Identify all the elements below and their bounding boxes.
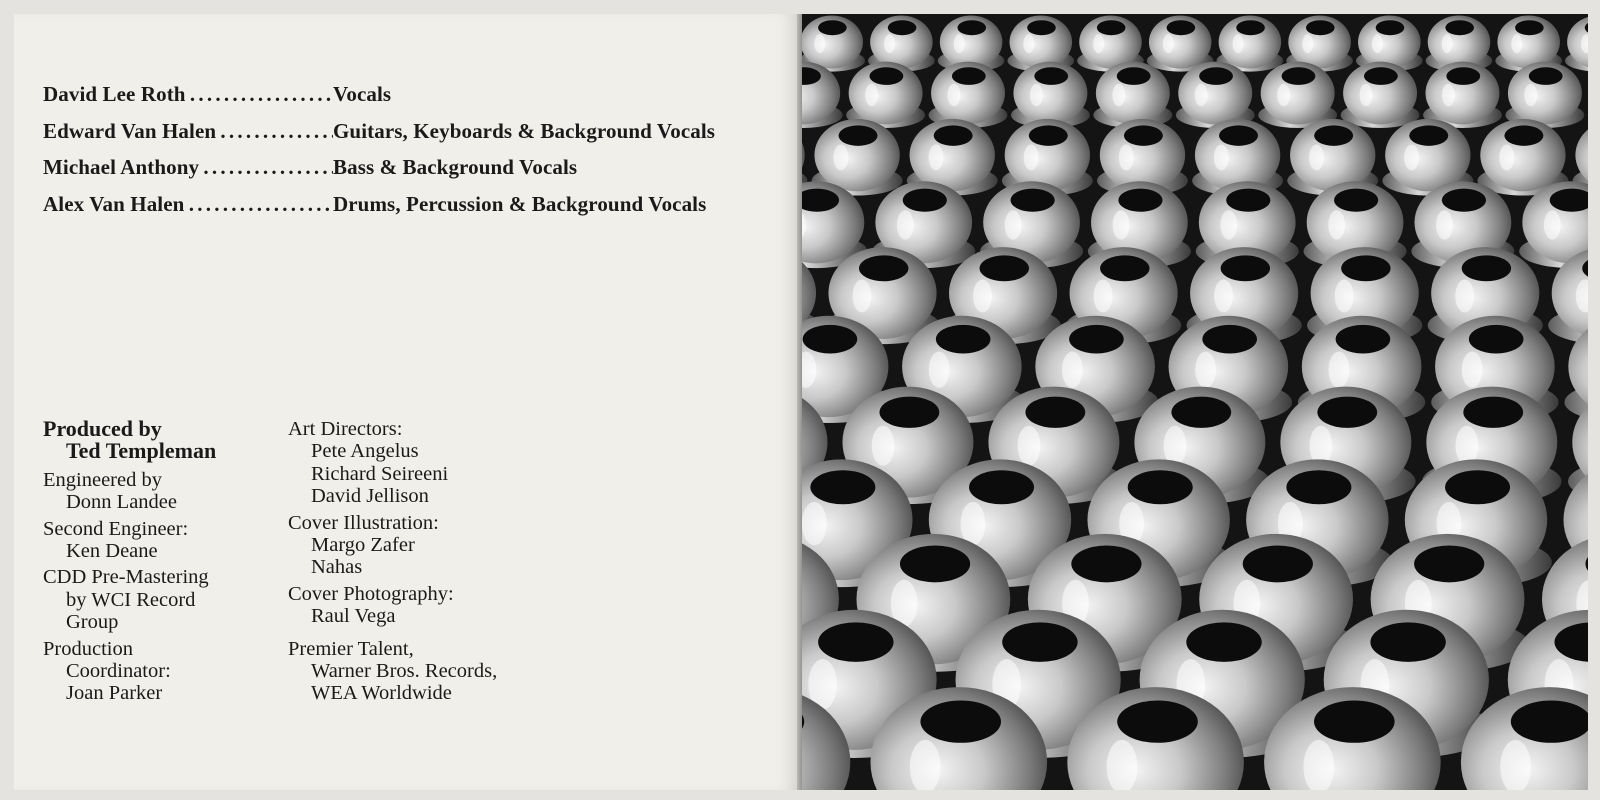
credit-heading: CDD Pre-Mastering xyxy=(43,566,209,589)
credits-page xyxy=(14,14,800,790)
credit-name: WEA Worldwide xyxy=(311,682,452,705)
member-role: Vocals xyxy=(333,82,392,106)
credit-block xyxy=(288,638,588,705)
credit-block xyxy=(43,469,273,514)
member-name: David Lee Roth . . . xyxy=(43,82,333,107)
member-role: Guitars, Keyboards & Background Vocals xyxy=(333,118,716,143)
credit-name: David Jellison xyxy=(311,485,429,508)
cover-photo xyxy=(802,14,1588,790)
credit-name: Ken Deane xyxy=(66,540,158,563)
credit-heading: Premier Talent, xyxy=(288,637,414,660)
credit-block xyxy=(288,583,588,628)
member-name: Edward Van Halen . . . xyxy=(43,119,333,144)
production-credits xyxy=(43,418,273,709)
credit-name: Pete Angelus xyxy=(311,440,419,463)
credit-name: Raul Vega xyxy=(311,605,396,628)
art-credits xyxy=(288,418,588,709)
lineup-row xyxy=(43,155,715,192)
credit-name: Richard Seireeni xyxy=(311,462,449,485)
member-name: Michael Anthony . . . xyxy=(43,155,333,180)
member-role: Bass & Background Vocals xyxy=(333,155,578,179)
credit-heading: Art Directors: xyxy=(288,418,403,440)
lineup-row xyxy=(43,192,715,229)
credit-name: Margo Zafer xyxy=(311,534,415,557)
credit-name: Nahas xyxy=(311,556,363,579)
credit-name: Warner Bros. Records, xyxy=(311,660,498,683)
credit-block xyxy=(43,418,273,463)
band-lineup xyxy=(43,82,715,228)
credit-name: Donn Landee xyxy=(66,491,177,514)
credit-heading: Second Engineer: xyxy=(43,517,189,540)
credit-block xyxy=(288,512,588,579)
credit-block xyxy=(288,418,588,508)
credit-heading: Engineered by xyxy=(43,468,162,491)
credit-block xyxy=(43,518,273,563)
member-role: Drums, Percussion & Background Vocals xyxy=(333,191,707,216)
credit-heading: Production xyxy=(43,637,133,660)
credit-name: Joan Parker xyxy=(66,682,163,705)
credit-name: Group xyxy=(66,611,119,634)
credit-name: Coordinator: xyxy=(66,660,171,683)
member-name: Alex Van Halen . . . xyxy=(43,192,333,217)
credit-heading: Produced by xyxy=(43,416,162,441)
credit-name: Ted Templeman xyxy=(66,438,217,464)
credit-name: by WCI Record xyxy=(66,588,196,611)
chrome-domes-photo xyxy=(802,14,1588,790)
lineup-row xyxy=(43,82,715,119)
credit-block xyxy=(43,566,273,633)
credit-heading: Cover Illustration: xyxy=(288,511,439,534)
credit-heading: Cover Photography: xyxy=(288,582,454,605)
lineup-row xyxy=(43,119,715,156)
credit-block xyxy=(43,638,273,705)
